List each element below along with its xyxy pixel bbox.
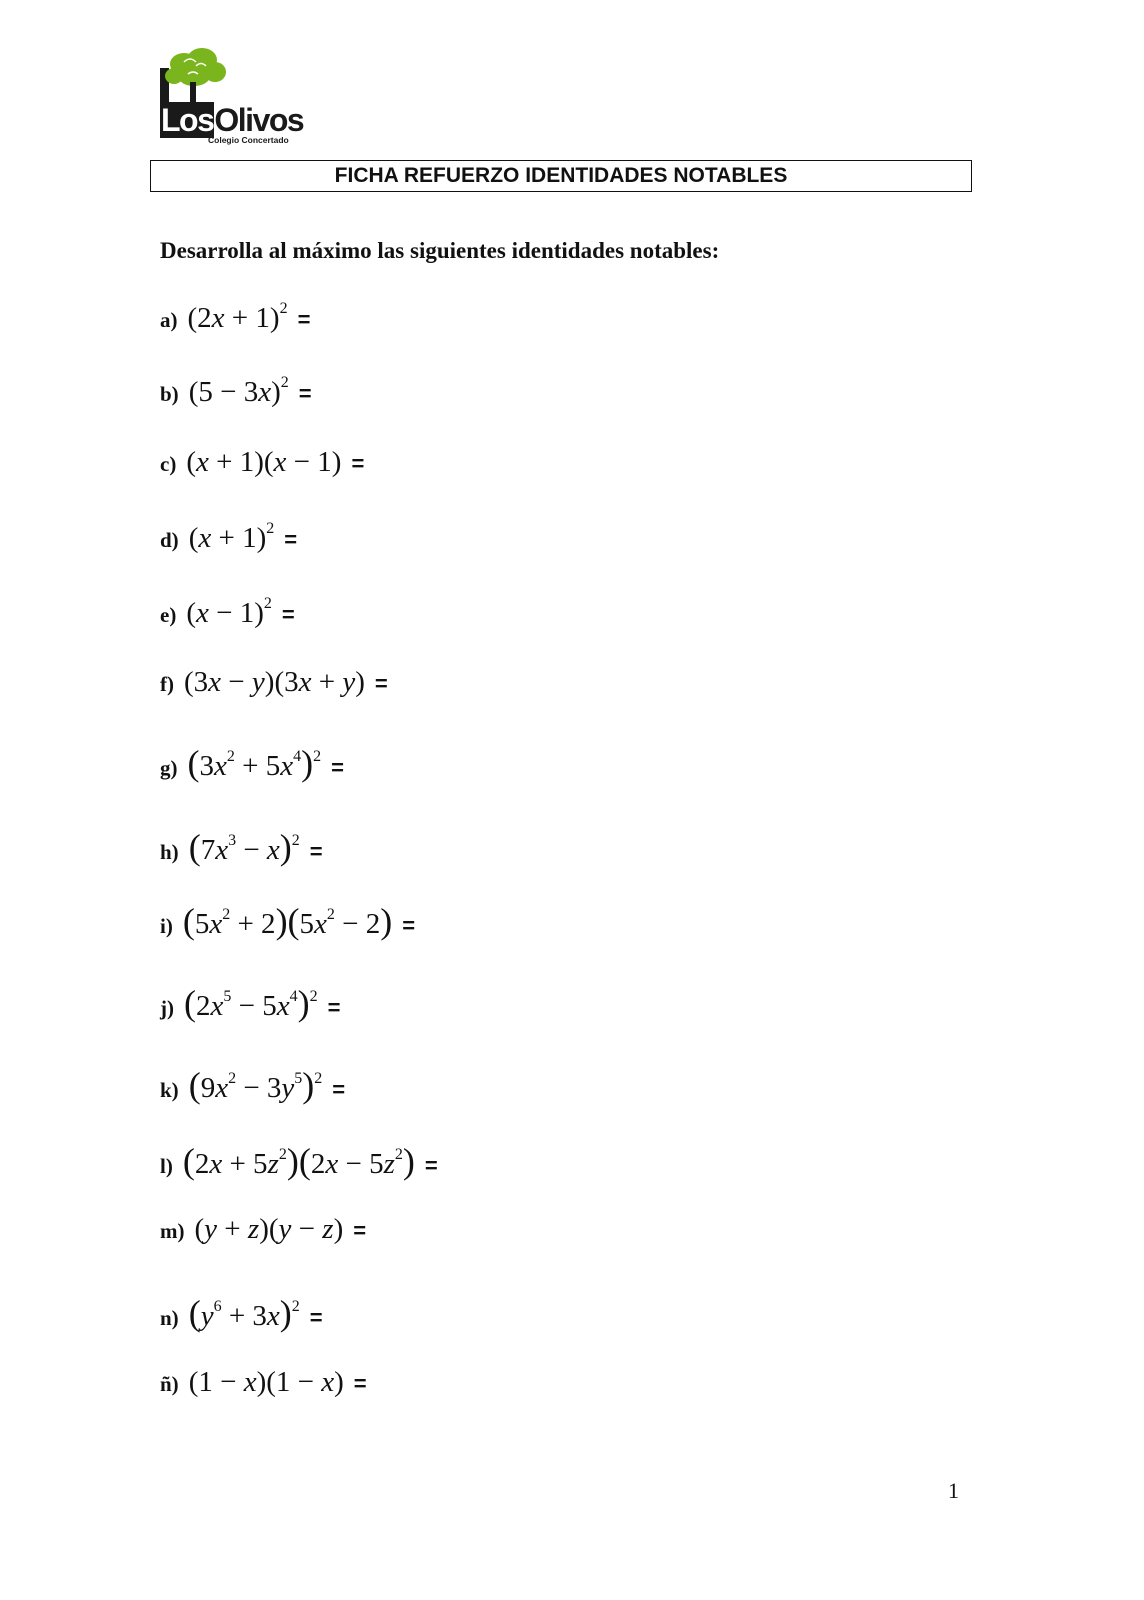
- math-expression: $(7x^3 - x)^2$: [188, 827, 300, 867]
- exercise-l: l) $(2x + 5z^2)(2x - 5z^2)$ =: [160, 1141, 438, 1181]
- math-expression: $(5x^2 + 2)(5x^2 - 2)$: [182, 901, 393, 941]
- exercise-f: f) (3x − y)(3x + y) =: [160, 666, 388, 698]
- math-expression: $(y^6 + 3x)^2$: [188, 1293, 300, 1333]
- exercise-d: d) $(x + 1)^2$ =: [160, 520, 298, 554]
- olive-tree-icon: [160, 46, 230, 106]
- math-expression: $(3x^2 + 5x^4)^2$: [187, 743, 322, 783]
- math-expression: (3x − y)(3x + y): [184, 666, 365, 698]
- exercise-c: c) (x + 1)(x − 1) =: [160, 446, 365, 478]
- exercise-j: j) $(2x^5 - 5x^4)^2$ =: [160, 983, 341, 1023]
- exercise-b: b) $(5 - 3x)^2$ =: [160, 374, 312, 408]
- logo-brand-text: LosOlivos: [161, 102, 304, 138]
- math-expression: $(9x^2 - 3y^5)^2$: [188, 1065, 323, 1105]
- exercise-e: e) $(x - 1)^2$ =: [160, 595, 295, 629]
- exercise-k: k) $(9x^2 - 3y^5)^2$ =: [160, 1065, 346, 1105]
- school-logo: [160, 46, 304, 146]
- exercise-a: a) $(2x + 1)^2$ =: [160, 300, 311, 334]
- exercise-i: i) $(5x^2 + 2)(5x^2 - 2)$ =: [160, 901, 416, 941]
- logo-subtitle: Colegio Concertado: [208, 135, 289, 145]
- exercise-n: n) $(y^6 + 3x)^2$ =: [160, 1293, 323, 1333]
- math-expression: (y + z)(y − z): [194, 1213, 344, 1245]
- math-expression: $(2x^5 - 5x^4)^2$: [184, 983, 318, 1023]
- exercise-g: g) $(3x^2 + 5x^4)^2$ =: [160, 743, 344, 783]
- exercise-h: h) $(7x^3 - x)^2$ =: [160, 827, 323, 867]
- math-expression: (1 − x)(1 − x): [188, 1366, 344, 1398]
- math-expression: $(2x + 1)^2$: [187, 300, 288, 334]
- math-expression: $(x + 1)^2$: [188, 520, 275, 554]
- worksheet-title: FICHA REFUERZO IDENTIDADES NOTABLES: [150, 160, 972, 192]
- math-expression: (x + 1)(x − 1): [186, 446, 342, 478]
- page-number: 1: [948, 1478, 959, 1503]
- exercise-m: m) (y + z)(y − z) =: [160, 1213, 367, 1245]
- exercise-enye: ñ) (1 − x)(1 − x) =: [160, 1366, 367, 1398]
- math-expression: $(2x + 5z^2)(2x - 5z^2)$: [182, 1141, 415, 1181]
- math-expression: $(5 - 3x)^2$: [188, 374, 289, 408]
- math-expression: $(x - 1)^2$: [186, 595, 272, 629]
- instruction-text: Desarrolla al máximo las siguientes identidades notables:: [160, 238, 720, 263]
